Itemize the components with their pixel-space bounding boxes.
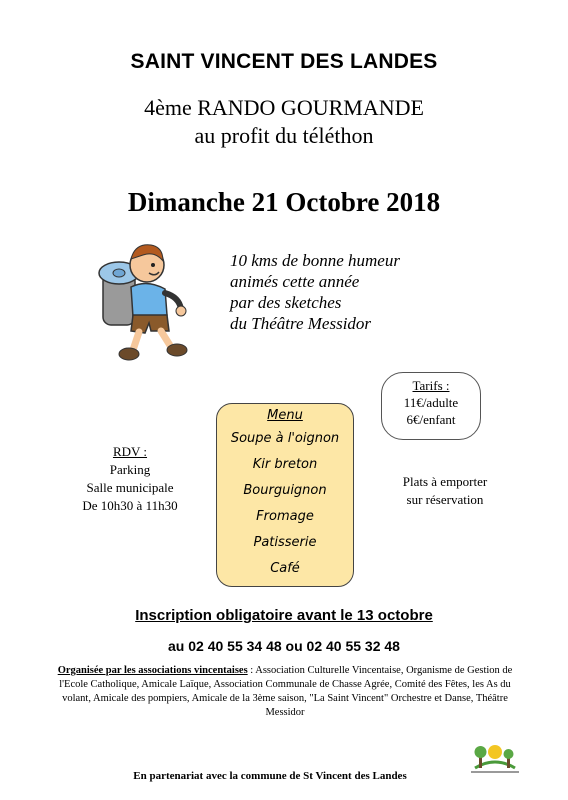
menu-heading: Menu	[267, 408, 303, 423]
rdv-block	[60, 443, 200, 515]
menu-item: Café	[270, 561, 300, 576]
rdv-line: Salle municipale	[86, 480, 174, 495]
organisers-list: : Association Culturelle Vincentaise, Organisme de Gestion de l'Ecole Catholique, Amicale Laïque, Association Communale de Chasse Agrée, Comité des Fêtes, les As du volant, Amicale des pompiers, Amicale de la 3ème saison, "La Saint Vincent" Orchestre et Danse, Théâtre Messidor	[59, 665, 513, 718]
tarif-adult: 11€/adulte	[403, 395, 459, 410]
partnership-text: En partenariat avec la commune de St Vincent des Landes	[133, 770, 407, 782]
tarifs-box	[381, 372, 481, 440]
organisers-heading: Organisée par les associations vincentaises	[57, 665, 248, 676]
takeaway-line: sur réservation	[406, 492, 484, 507]
description-line-2: animés cette année	[230, 272, 360, 291]
tarif-child: 6€/enfant	[406, 412, 456, 427]
event-cause: au profit du téléthon	[194, 123, 374, 148]
rdv-heading: RDV :	[112, 444, 148, 459]
event-name: 4ème RANDO GOURMANDE	[144, 95, 424, 120]
event-date: Dimanche 21 Octobre 2018	[127, 187, 441, 217]
menu-item: Bourguignon	[243, 483, 327, 498]
takeaway-line: Plats à emporter	[402, 474, 488, 489]
menu-item: Fromage	[256, 509, 314, 524]
phone-numbers: au 02 40 55 34 48 ou 02 40 55 32 48	[168, 638, 400, 654]
menu-item: Kir breton	[252, 457, 318, 472]
poster-title: SAINT VINCENT DES LANDES	[130, 50, 438, 73]
takeaway-block	[360, 473, 530, 509]
tarifs-heading: Tarifs :	[412, 378, 450, 393]
description-line-4: du Théâtre Messidor	[230, 314, 372, 333]
rdv-line: De 10h30 à 11h30	[82, 498, 178, 513]
description-line-3: par des sketches	[230, 293, 342, 312]
menu-item: Patisserie	[253, 535, 317, 550]
menu-item: Soupe à l'oignon	[230, 431, 340, 446]
menu-box	[216, 403, 354, 587]
hiker-illustration	[95, 235, 195, 365]
rdv-line: Parking	[109, 462, 151, 477]
description-line-1: 10 kms de bonne humeur	[230, 251, 400, 270]
registration-notice: Inscription obligatoire avant le 13 octobre	[135, 607, 433, 624]
organisers-block	[50, 664, 520, 720]
commune-logo	[465, 738, 525, 778]
